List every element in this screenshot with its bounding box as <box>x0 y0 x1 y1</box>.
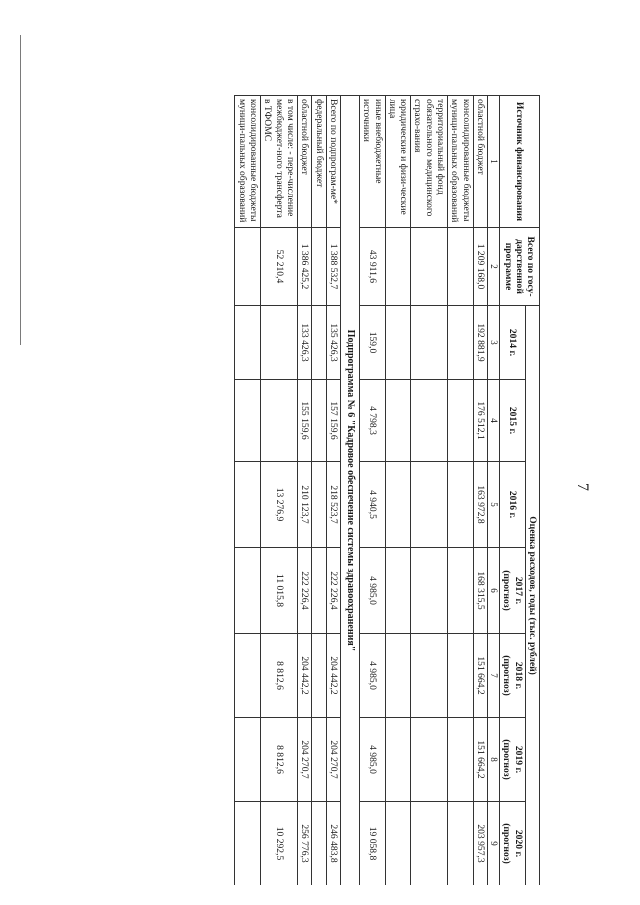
value-cell <box>411 462 448 548</box>
value-cell <box>235 548 261 634</box>
value-cell <box>385 228 411 306</box>
value-cell: 210 123,7 <box>298 462 312 548</box>
header-source: Источник финансирования <box>500 96 540 228</box>
table-row <box>411 96 448 886</box>
table-row <box>235 96 261 886</box>
header-year <box>500 548 526 634</box>
page-number: 7 <box>574 483 591 491</box>
subprogram-row <box>340 96 359 886</box>
column-index: 3 <box>488 306 500 380</box>
value-cell <box>385 548 411 634</box>
value-cell: 256 776,3 <box>298 802 312 886</box>
column-index: 8 <box>488 718 500 802</box>
column-index: 7 <box>488 634 500 718</box>
column-index: 1 <box>488 96 500 228</box>
header-total: Всего по госу-дарственной программе <box>500 228 540 306</box>
value-cell: 4 940,5 <box>359 462 385 548</box>
column-index: 2 <box>488 228 500 306</box>
value-cell <box>448 634 474 718</box>
value-cell <box>448 802 474 886</box>
value-cell: 1 386 425,2 <box>298 228 312 306</box>
value-cell: 204 442,2 <box>326 634 340 718</box>
row-label: юридические и физи-ческие лица <box>385 96 411 228</box>
value-cell: 1 209 168,0 <box>473 228 487 306</box>
value-cell: 204 270,7 <box>326 718 340 802</box>
header-row-1 <box>525 96 539 886</box>
value-cell: 218 523,7 <box>326 462 340 548</box>
value-cell: 8 812,6 <box>261 718 298 802</box>
row-label: Всего по подпрограм-ме* <box>326 96 340 228</box>
value-cell <box>235 802 261 886</box>
value-cell <box>385 306 411 380</box>
table-row <box>326 96 340 886</box>
header-year-note: (прогноз) <box>501 655 513 696</box>
header-year-label: 2014 г. <box>507 328 519 357</box>
value-cell: 151 664,2 <box>473 634 487 718</box>
value-cell <box>312 306 326 380</box>
header-year-label: 2020 г. <box>512 829 524 858</box>
row-label: в том числе: - пере-числение межбюджет-ного трансферта в ТФОМС <box>261 96 298 228</box>
value-cell: 204 442,2 <box>298 634 312 718</box>
value-cell: 151 664,2 <box>473 718 487 802</box>
value-cell: 1 388 532,7 <box>326 228 340 306</box>
table-row <box>359 96 385 886</box>
row-label: иные внебюджетные источники <box>359 96 385 228</box>
header-year <box>500 718 526 802</box>
header-year <box>500 306 526 380</box>
header-year <box>500 380 526 462</box>
value-cell <box>448 306 474 380</box>
table-body <box>235 96 488 886</box>
row-label: федеральный бюджет <box>312 96 326 228</box>
header-year-note: (прогноз) <box>501 739 513 780</box>
value-cell <box>312 634 326 718</box>
value-cell <box>411 380 448 462</box>
value-cell <box>235 634 261 718</box>
value-cell: 222 226,4 <box>298 548 312 634</box>
table-row <box>448 96 474 886</box>
value-cell <box>448 228 474 306</box>
value-cell <box>411 718 448 802</box>
value-cell: 135 426,3 <box>326 306 340 380</box>
value-cell <box>235 228 261 306</box>
value-cell <box>312 380 326 462</box>
value-cell <box>411 548 448 634</box>
value-cell: 163 972,8 <box>473 462 487 548</box>
header-year <box>500 634 526 718</box>
header-year-note: (прогноз) <box>501 570 513 611</box>
value-cell: 52 210,4 <box>261 228 298 306</box>
row-label: консолидированные бюджеты муници-пальных образований <box>235 96 261 228</box>
value-cell <box>261 306 298 380</box>
binding-margin-line <box>20 35 21 345</box>
value-cell: 4 985,0 <box>359 718 385 802</box>
column-index: 5 <box>488 462 500 548</box>
value-cell <box>411 634 448 718</box>
value-cell <box>385 634 411 718</box>
header-year-label: 2018 г. <box>512 661 524 690</box>
header-year <box>500 462 526 548</box>
value-cell: 192 881,9 <box>473 306 487 380</box>
value-cell <box>448 718 474 802</box>
header-estimate: Оценка расходов, годы (тыс. рублей) <box>525 306 539 886</box>
value-cell <box>261 380 298 462</box>
value-cell: 8 812,6 <box>261 634 298 718</box>
value-cell <box>448 462 474 548</box>
column-index: 9 <box>488 802 500 886</box>
column-index: 4 <box>488 380 500 462</box>
value-cell <box>385 380 411 462</box>
value-cell <box>235 306 261 380</box>
value-cell <box>312 548 326 634</box>
value-cell: 19 058,8 <box>359 802 385 886</box>
header-year-label: 2017 г. <box>512 576 524 605</box>
header-year-note: (прогноз) <box>501 823 513 864</box>
value-cell: 168 315,5 <box>473 548 487 634</box>
value-cell: 176 512,1 <box>473 380 487 462</box>
value-cell <box>235 462 261 548</box>
value-cell <box>312 462 326 548</box>
value-cell <box>385 802 411 886</box>
header-year <box>500 802 526 886</box>
table-row <box>261 96 298 886</box>
row-label: территориальный фонд обязательного медицинского страхо-вания <box>411 96 448 228</box>
rotated-table-container <box>70 95 540 885</box>
column-index-row <box>488 96 500 886</box>
column-index: 6 <box>488 548 500 634</box>
subprogram-title: Подпрограмма № 6 "Кадровое обеспечение системы здравоохранения" <box>340 96 359 886</box>
value-cell: 155 159,6 <box>298 380 312 462</box>
table-row <box>298 96 312 886</box>
table-row <box>385 96 411 886</box>
table-row <box>473 96 487 886</box>
value-cell <box>411 802 448 886</box>
value-cell: 203 957,3 <box>473 802 487 886</box>
value-cell <box>448 380 474 462</box>
value-cell: 4 985,0 <box>359 548 385 634</box>
value-cell: 222 226,4 <box>326 548 340 634</box>
value-cell <box>312 802 326 886</box>
value-cell <box>235 718 261 802</box>
value-cell: 159,0 <box>359 306 385 380</box>
value-cell: 4 985,0 <box>359 634 385 718</box>
value-cell: 204 270,7 <box>298 718 312 802</box>
value-cell: 157 159,6 <box>326 380 340 462</box>
value-cell <box>411 228 448 306</box>
value-cell <box>312 228 326 306</box>
value-cell <box>411 306 448 380</box>
budget-table <box>234 95 540 885</box>
value-cell <box>312 718 326 802</box>
header-year-label: 2019 г. <box>512 745 524 774</box>
header-year-label: 2016 г. <box>507 490 519 519</box>
value-cell: 133 426,3 <box>298 306 312 380</box>
value-cell: 4 798,3 <box>359 380 385 462</box>
value-cell: 10 292,5 <box>261 802 298 886</box>
value-cell: 11 015,8 <box>261 548 298 634</box>
value-cell: 13 276,9 <box>261 462 298 548</box>
row-label: областной бюджет <box>473 96 487 228</box>
value-cell <box>235 380 261 462</box>
row-label: консолидированные бюджеты муници-пальных образований <box>448 96 474 228</box>
value-cell: 43 911,6 <box>359 228 385 306</box>
value-cell <box>448 548 474 634</box>
value-cell: 246 483,8 <box>326 802 340 886</box>
table-row <box>312 96 326 886</box>
value-cell <box>385 462 411 548</box>
rotated-table-sheet <box>70 95 540 885</box>
row-label: областной бюджет <box>298 96 312 228</box>
header-year-label: 2015 г. <box>507 406 519 435</box>
value-cell <box>385 718 411 802</box>
